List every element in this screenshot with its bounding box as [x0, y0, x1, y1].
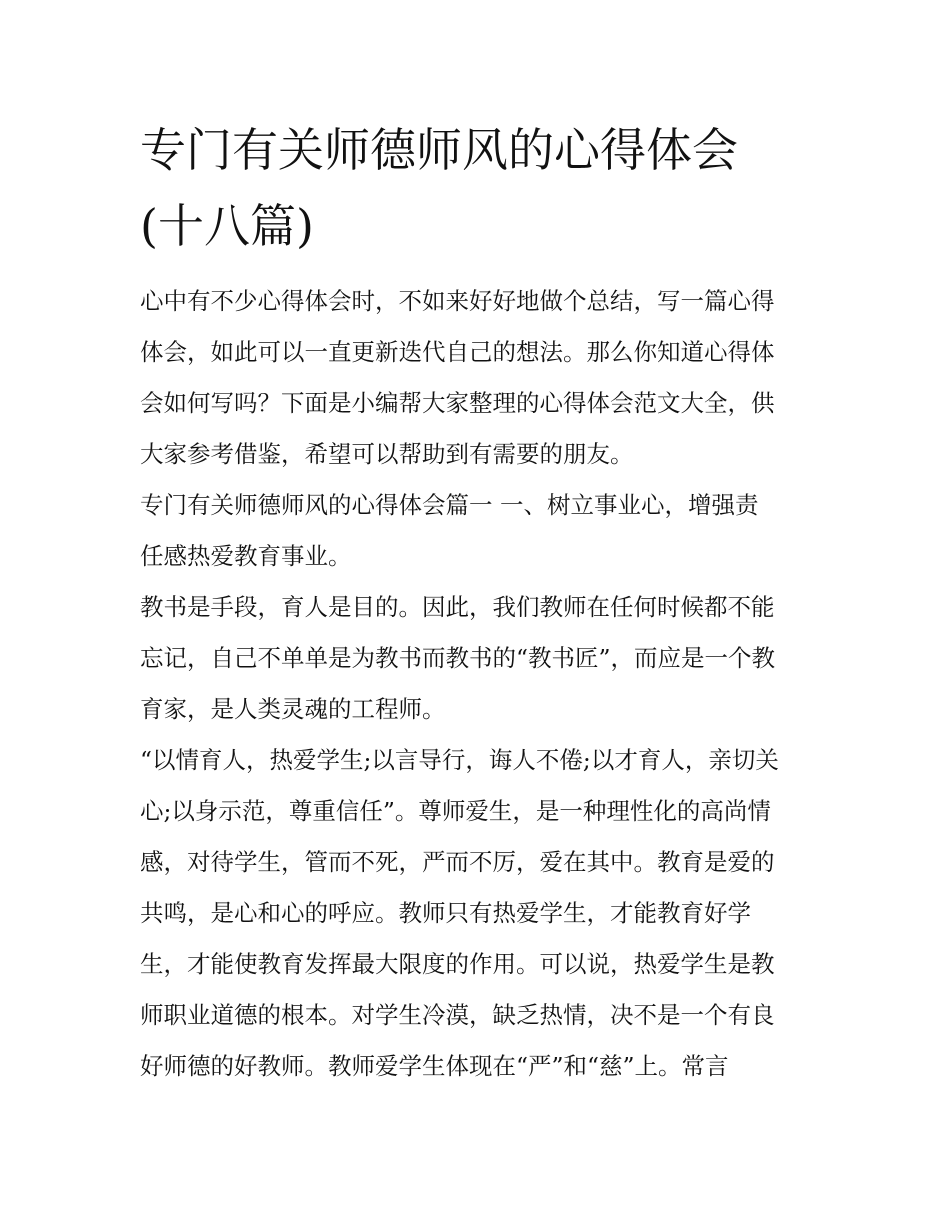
text-line: 教书是手段，育人是目的。因此，我们教师在任何时候都不能 [140, 593, 775, 621]
title-line-2: (十八篇) [140, 199, 314, 253]
text-line: 忘记，自己不单单是为教书而教书的“教书匠”，而应是一个教 [140, 644, 776, 672]
paragraph-intro [140, 276, 820, 480]
paragraph-section-heading [140, 480, 820, 582]
text-line: 心中有不少心得体会时，不如来好好地做个总结，写一篇心得 [140, 287, 775, 315]
text-line: 师职业道德的根本。对学生冷漠，缺乏热情，决不是一个有良 [140, 1001, 775, 1029]
text-line: 好师德的好教师。教师爱学生体现在“严”和“慈”上。常言 [140, 1052, 729, 1080]
title-line-1: 专门有关师德师风的心得体会 [140, 123, 738, 177]
document-title [140, 112, 820, 264]
paragraph-love-students [140, 735, 820, 1092]
text-line: 体会，如此可以一直更新迭代自己的想法。那么你知道心得体 [140, 338, 775, 366]
text-line: 育家，是人类灵魂的工程师。 [140, 695, 446, 723]
text-line: 生，才能使教育发挥最大限度的作用。可以说，热爱学生是教 [140, 950, 775, 978]
document-body [140, 276, 820, 1092]
text-line: 感，对待学生，管而不死，严而不厉，爱在其中。教育是爱的 [140, 848, 775, 876]
text-line: 共鸣，是心和心的呼应。教师只有热爱学生，才能教育好学 [140, 899, 751, 927]
paragraph-teaching [140, 582, 820, 735]
text-line: 大家参考借鉴，希望可以帮助到有需要的朋友。 [140, 440, 634, 468]
text-line: 会如何写吗？下面是小编帮大家整理的心得体会范文大全，供 [140, 389, 775, 417]
text-line: 心;以身示范，尊重信任”。尊师爱生，是一种理性化的高尚情 [140, 797, 771, 825]
text-line: “以情育人，热爱学生;以言导行，诲人不倦;以才育人，亲切关 [140, 746, 779, 774]
text-line: 任感热爱教育事业。 [140, 542, 352, 570]
text-line: 专门有关师德师风的心得体会篇一 一、树立事业心，增强责 [140, 491, 759, 519]
